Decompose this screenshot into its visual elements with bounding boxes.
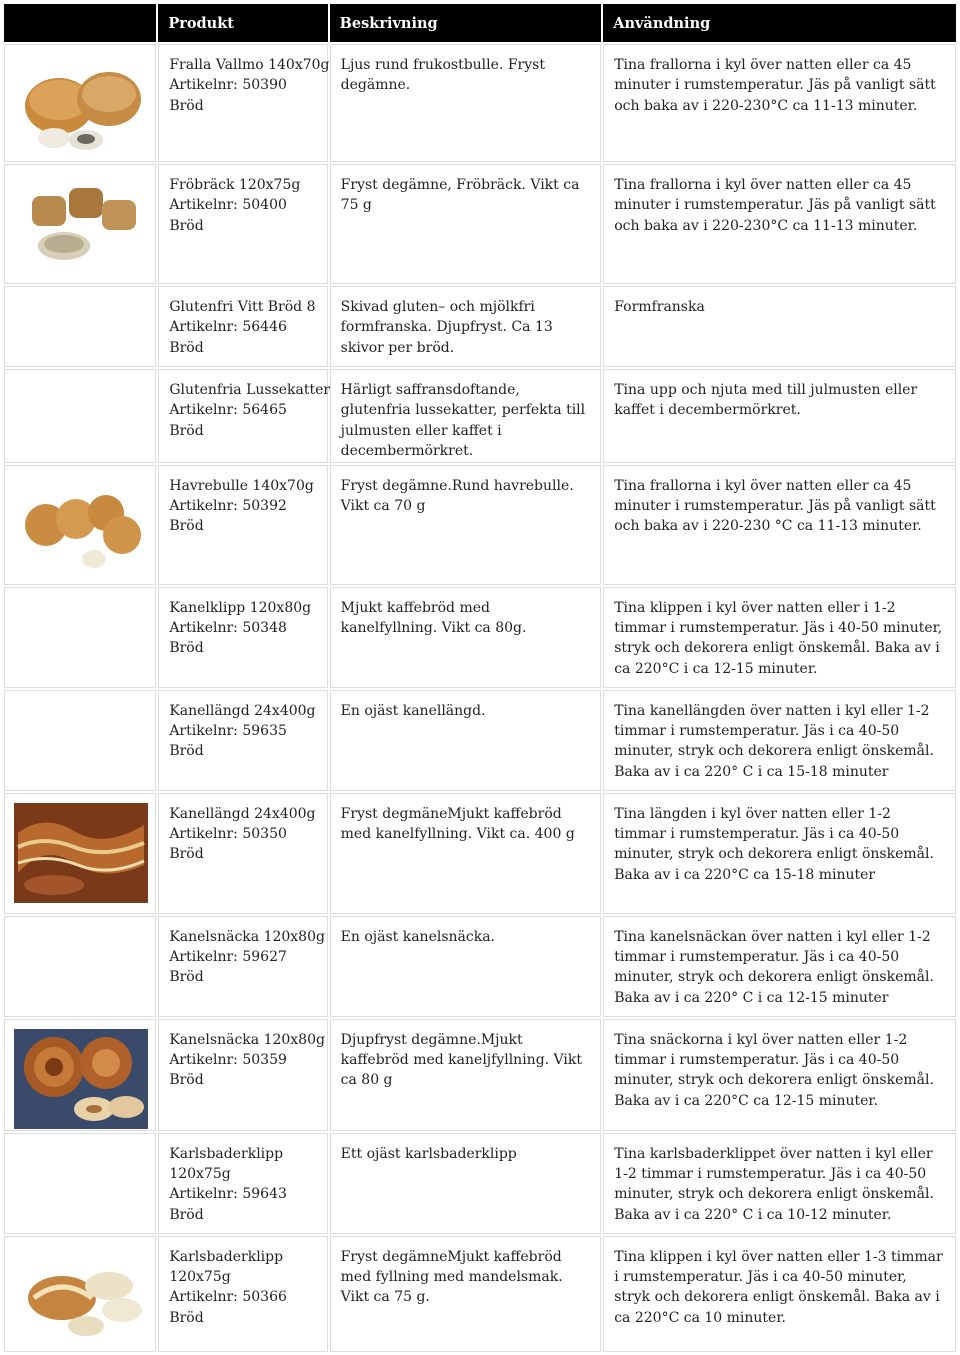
header-row	[4, 4, 956, 42]
table-row	[4, 1133, 956, 1234]
table-row	[4, 1019, 956, 1131]
product-cell: Fralla Vallmo 140x70g Artikelnr: 50390 Bröd	[158, 44, 327, 162]
description-cell: Fryst degämne.Rund havrebulle. Vikt ca 70 g	[330, 465, 602, 585]
usage-cell: Tina kanelsnäckan över natten i kyl eller 1-2 timmar i rumstemperatur. Jäs i ca 40-50 minuter, stryk och dekorera enligt önskemål. Baka av i ca 220° C i ca 12-15 minuter	[603, 916, 956, 1017]
product-cell: Karlsbaderklipp 120x75g Artikelnr: 59643 Bröd	[158, 1133, 327, 1234]
description-cell: Djupfryst degämne.Mjukt kaffebröd med kaneljfyllning. Vikt ca 80 g	[330, 1019, 602, 1131]
image-cell	[4, 690, 156, 791]
table-row	[4, 793, 956, 914]
product-table	[2, 2, 958, 1354]
table-row	[4, 286, 956, 367]
description-cell: Skivad gluten– och mjölkfri formfranska. Djupfryst. Ca 13 skivor per bröd.	[330, 286, 602, 367]
product-cell: Kanelsnäcka 120x80g Artikelnr: 59627 Bröd	[158, 916, 327, 1017]
usage-cell: Tina längden i kyl över natten eller 1-2 timmar i rumstemperatur. Jäs i ca 40-50 minuter, stryk och dekorera enligt önskemål. Baka av i ca 220°C ca 15-18 minuter	[603, 793, 956, 914]
almond-pastry-photo	[14, 1246, 148, 1346]
product-cell: Kanelklipp 120x80g Artikelnr: 50348 Bröd	[158, 587, 327, 688]
usage-cell: Tina frallorna i kyl över natten eller ca 45 minuter i rumstemperatur. Jäs på vanligt sätt och baka av i 220-230°C ca 11-13 minuter.	[603, 44, 956, 162]
product-cell: Kanellängd 24x400g Artikelnr: 50350 Bröd	[158, 793, 327, 914]
usage-cell: Tina upp och njuta med till julmusten eller kaffet i decembermörkret.	[603, 369, 956, 463]
image-cell	[4, 44, 156, 162]
usage-cell: Tina snäckorna i kyl över natten eller 1-2 timmar i rumstemperatur. Jäs i ca 40-50 minuter, stryk och dekorera enligt önskemål. Baka av i ca 220°C ca 12-15 minuter.	[603, 1019, 956, 1131]
product-cell: Glutenfri Vitt Bröd 8 Artikelnr: 56446 Bröd	[158, 286, 327, 367]
usage-cell: Tina klippen i kyl över natten eller 1-3 timmar i rumstemperatur. Jäs i ca 40-50 minuter, stryk och dekorera enligt önskemål. Baka av i ca 220°C ca 10 minuter.	[603, 1236, 956, 1352]
image-cell	[4, 1236, 156, 1352]
usage-cell: Tina kanellängden över natten i kyl eller 1-2 timmar i rumstemperatur. Jäs i ca 40-50 minuter, stryk och dekorera enligt önskemål. Baka av i ca 220° C i ca 15-18 minuter	[603, 690, 956, 791]
description-cell: En ojäst kanellängd.	[330, 690, 602, 791]
product-cell: Kanellängd 24x400g Artikelnr: 59635 Bröd	[158, 690, 327, 791]
usage-cell: Tina frallorna i kyl över natten eller ca 45 minuter i rumstemperatur. Jäs på vanligt sätt och baka av i 220-230°C ca 11-13 minuter.	[603, 164, 956, 284]
table-row	[4, 164, 956, 284]
usage-cell: Tina klippen i kyl över natten eller i 1-2 timmar i rumstemperatur. Jäs i 40-50 minuter, stryk och dekorera enligt önskemål. Baka av i ca 220°C i ca 12-15 minuter.	[603, 587, 956, 688]
image-cell	[4, 164, 156, 284]
product-cell: Karlsbaderklipp 120x75g Artikelnr: 50366 Bröd	[158, 1236, 327, 1352]
description-cell: Ett ojäst karlsbaderklipp	[330, 1133, 602, 1234]
image-cell	[4, 286, 156, 367]
description-cell: Ljus rund frukostbulle. Fryst degämne.	[330, 44, 602, 162]
table-row	[4, 587, 956, 688]
bread-rolls-photo	[14, 54, 148, 154]
header-image	[4, 4, 156, 42]
description-cell: Mjukt kaffebröd med kanelfyllning. Vikt ca 80g.	[330, 587, 602, 688]
image-cell	[4, 369, 156, 463]
cinnamon-buns-photo	[14, 1029, 148, 1129]
image-cell	[4, 1019, 156, 1131]
description-cell: Härligt saffransdoftande, glutenfria lussekatter, perfekta till julmusten eller kaffet i decembermörkret.	[330, 369, 602, 463]
product-cell: Havrebulle 140x70g Artikelnr: 50392 Bröd	[158, 465, 327, 585]
description-cell: Fryst degämne, Fröbräck. Vikt ca 75 g	[330, 164, 602, 284]
description-cell: Fryst degämneMjukt kaffebröd med fyllning med mandelsmak. Vikt ca 75 g.	[330, 1236, 602, 1352]
image-cell	[4, 1133, 156, 1234]
cinnamon-loaf-photo	[14, 803, 148, 903]
usage-cell: Tina karlsbaderklippet över natten i kyl eller 1-2 timmar i rumstemperatur. Jäs i ca 40-50 minuter, stryk och dekorera enligt önskemål. Baka av i ca 220° C i ca 10-12 minuter.	[603, 1133, 956, 1234]
description-cell: En ojäst kanelsnäcka.	[330, 916, 602, 1017]
header-product: Produkt	[158, 4, 327, 42]
table-row	[4, 1236, 956, 1352]
header-description: Beskrivning	[330, 4, 602, 42]
usage-cell: Formfranska	[603, 286, 956, 367]
table-row	[4, 465, 956, 585]
table-row	[4, 916, 956, 1017]
image-cell	[4, 793, 156, 914]
table-row	[4, 369, 956, 463]
description-cell: Fryst degmäneMjukt kaffebröd med kanelfyllning. Vikt ca. 400 g	[330, 793, 602, 914]
header-usage: Användning	[603, 4, 956, 42]
product-cell: Glutenfria Lussekatter Artikelnr: 56465 Bröd	[158, 369, 327, 463]
oat-rolls-photo	[14, 475, 148, 575]
image-cell	[4, 587, 156, 688]
image-cell	[4, 465, 156, 585]
image-cell	[4, 916, 156, 1017]
product-cell: Kanelsnäcka 120x80g Artikelnr: 50359 Bröd	[158, 1019, 327, 1131]
product-cell: Fröbräck 120x75g Artikelnr: 50400 Bröd	[158, 164, 327, 284]
seed-rolls-photo	[14, 174, 148, 274]
table-row	[4, 690, 956, 791]
table-row	[4, 44, 956, 162]
usage-cell: Tina frallorna i kyl över natten eller ca 45 minuter i rumstemperatur. Jäs på vanligt sätt och baka av i 220-230 °C ca 11-13 minuter.	[603, 465, 956, 585]
